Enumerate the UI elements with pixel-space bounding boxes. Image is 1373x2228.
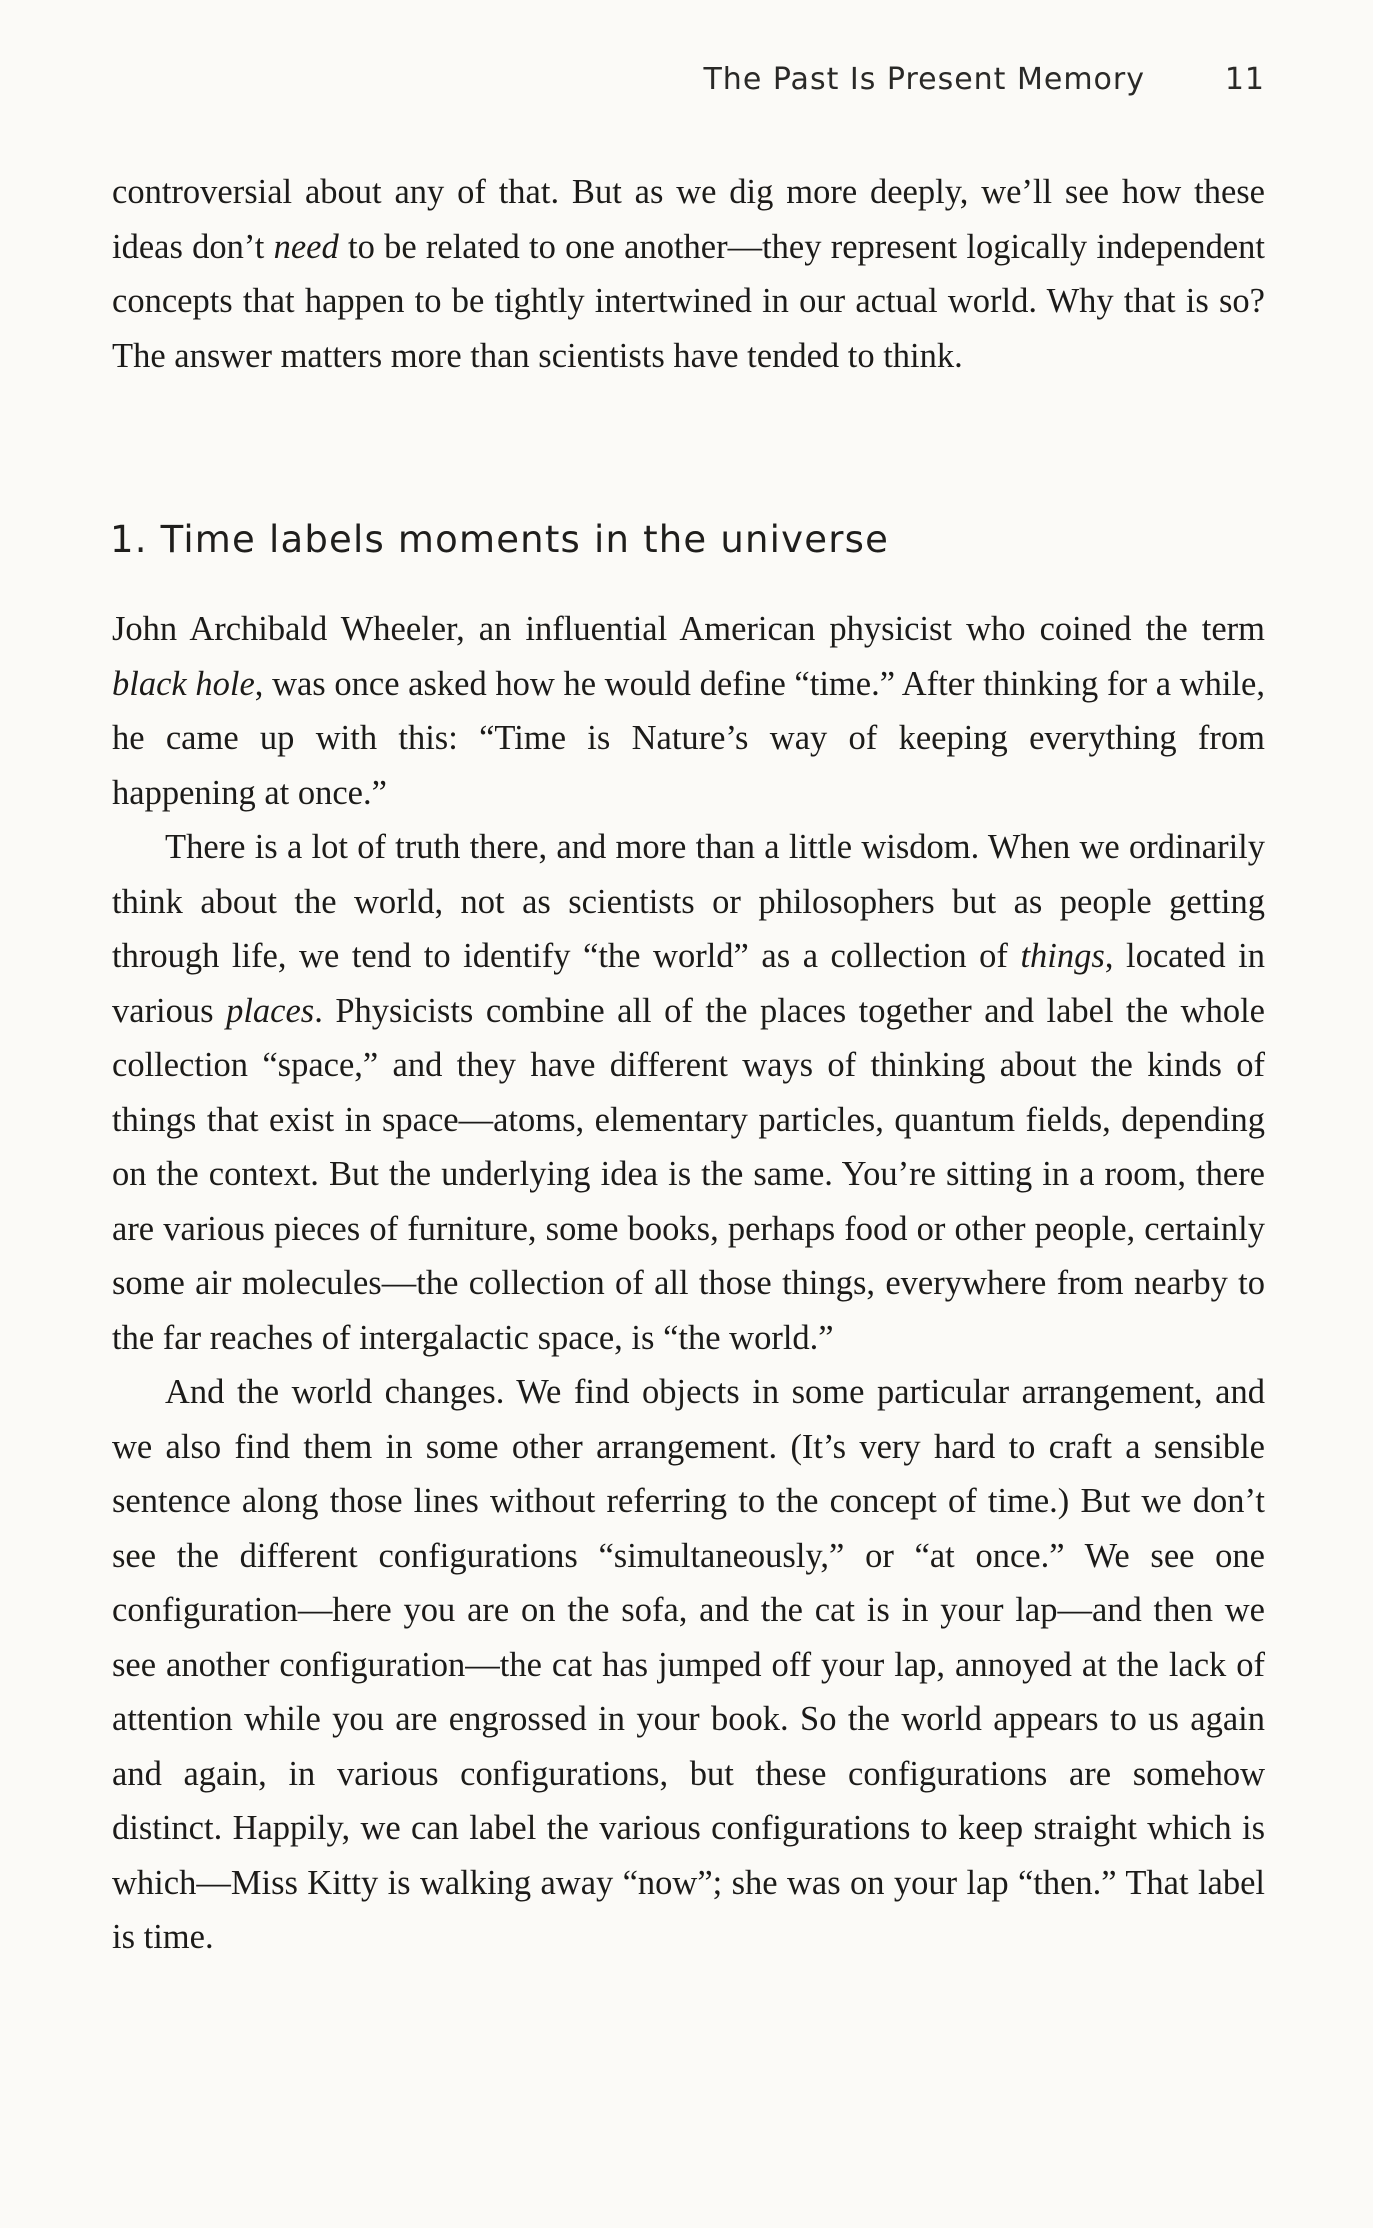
paragraph-world-things — [112, 820, 1265, 1365]
section-text-block — [112, 602, 1265, 1965]
text-segment: to be related to one another—they represent logically independent concepts that happen to be tightly intertwined in our actual world. Why that is so? The answer matters more than scientists have tended to think. — [112, 227, 1265, 375]
emphasis-text: things — [1020, 937, 1105, 975]
text-segment: . Physicists combine all of the places together and label the whole collection “space,” and they have different ways of thinking about the kinds of things that exist in space—atoms, elementary particles, quantum fields, depending on the context. But the underlying idea is the same. You’re sitting in a room, there are various pieces of furniture, some books, perhaps food or other people, certainly some air molecules—the collection of all those things, everywhere from nearby to the far reaches of intergalactic space, is “the world.” — [112, 991, 1265, 1357]
paragraph-world-changes — [112, 1365, 1265, 1965]
running-head-title: The Past Is Present Memory — [703, 62, 1145, 97]
text-segment: controversial about any of that. But as we dig more deeply, we’ll see how these ideas don’t — [112, 173, 1265, 266]
emphasis-text: black hole — [112, 664, 255, 703]
text-segment: , located in various — [112, 937, 1265, 1030]
paragraph-wheeler — [112, 602, 1265, 820]
text-segment: There is a lot of truth there, and more than a little wisdom. When we ordinarily think about the world, not as scientists or philosophers but as people getting through life, we tend to identify “the world” as a collection of — [112, 828, 1265, 975]
text-segment: , was once asked how he would define “time.” After thinking for a while, he came up with this: “Time is Nature’s way of keeping everything from happening at once.” — [112, 664, 1265, 812]
section-heading: 1. Time labels moments in the universe — [110, 518, 890, 561]
page-number: 11 — [1224, 62, 1265, 97]
text-segment: John Archibald Wheeler, an influential American physicist who coined the term — [112, 610, 1265, 648]
emphasis-text: places — [226, 991, 315, 1030]
emphasis-text: need — [273, 227, 339, 266]
intro-text-block — [112, 165, 1265, 383]
text-segment: And the world changes. We find objects in some particular arrangement, and we also find them in some other arrangement. (It’s very hard to craft a sensible sentence along those lines without referring to the concept of time.) But we don’t see the different configurations “simultaneously,” or “at once.” We see one configuration—here you are on the sofa, and the cat is in your lap—and then we see another configuration—the cat has jumped off your lap, annoyed at the lack of attention while you are engrossed in your book. So the world appears to us again and again, in various configurations, but these configurations are somehow distinct. Happily, we can label the various configurations to keep straight which is which—Miss Kitty is walking away “now”; she was on your lap “then.” That label is time. — [112, 1373, 1265, 1956]
intro-paragraph — [112, 165, 1265, 383]
running-head — [110, 62, 1265, 106]
